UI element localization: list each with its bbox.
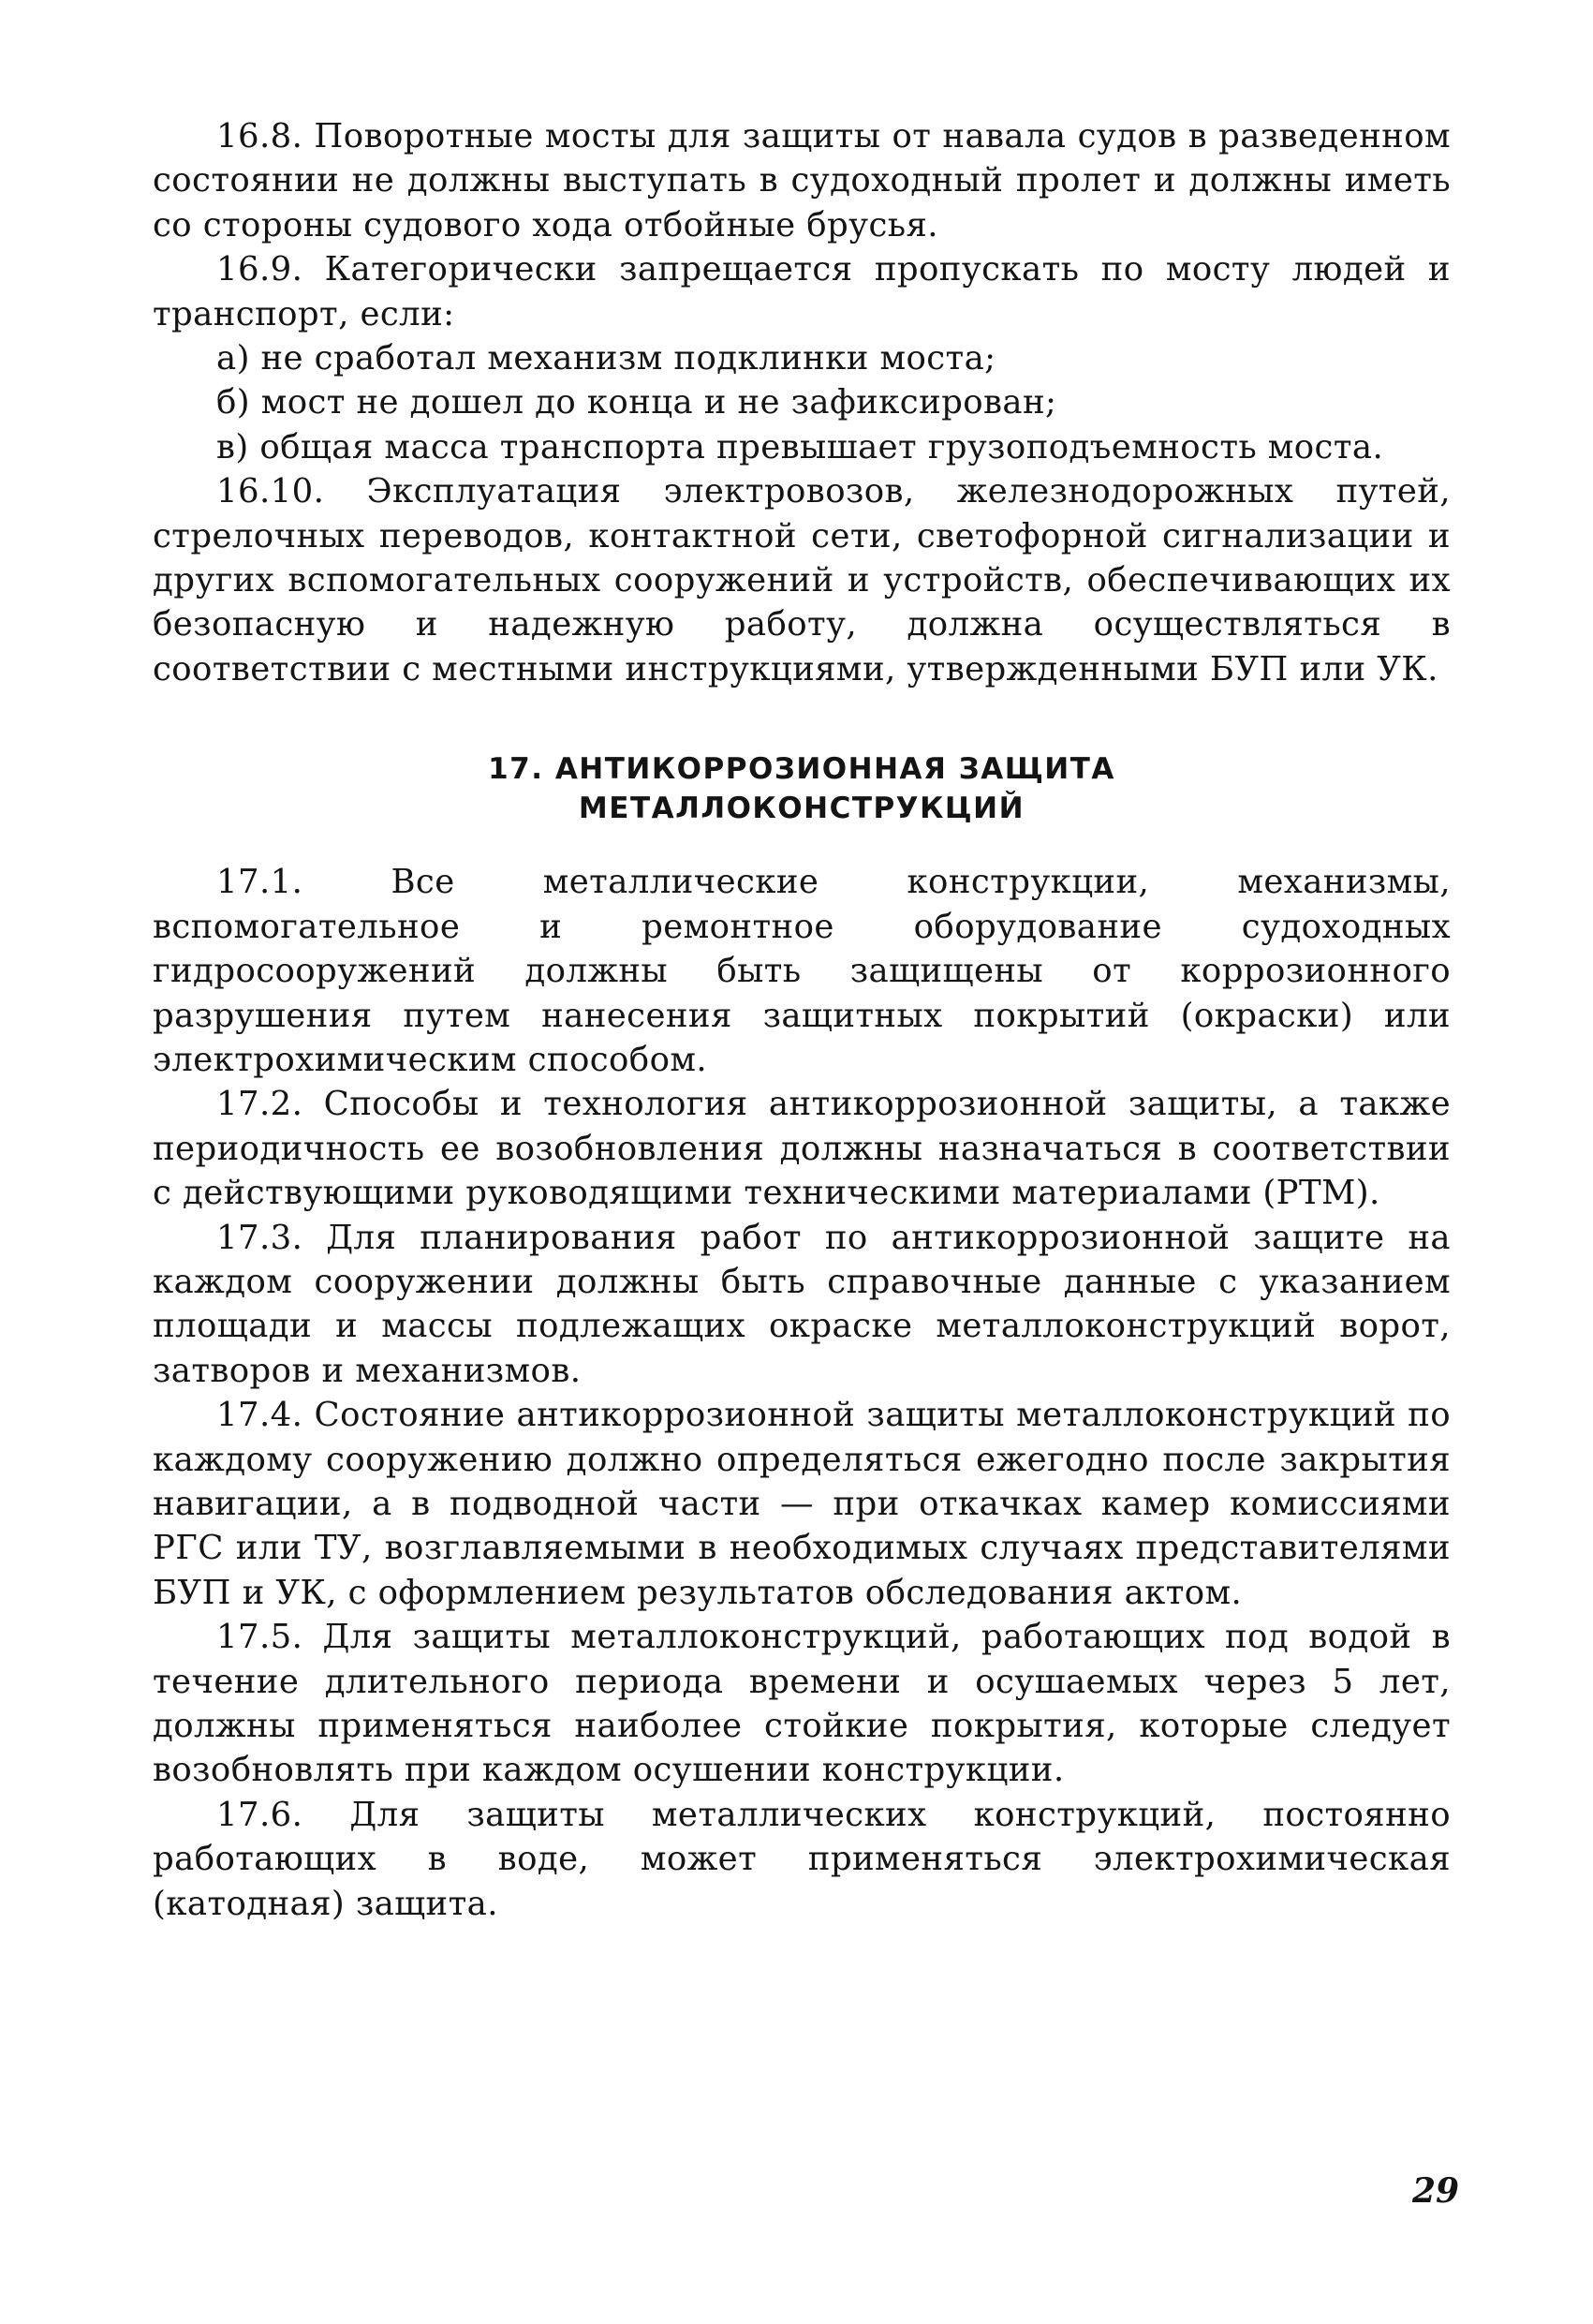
section-17-heading	[153, 749, 1451, 828]
paragraph-17-2: 17.2. Способы и технология антикоррозионной защиты, а также периодичность ее возобновления должны назначаться в соответствии с действующими руководящими техническими материалами (РТМ).	[153, 1085, 1451, 1213]
paragraph-17-3: 17.3. Для планирования работ по антикоррозионной защите на каждом сооружении должны быть справочные данные с указанием площади и массы подлежащих окраске металлоконструкций ворот, затворов и механизмов.	[153, 1218, 1451, 1390]
paragraph-17-4: 17.4. Состояние антикоррозионной защиты металлоконструкций по каждому сооружению должно определяться ежегодно после закрытия навигации, а в подводной части — при откачках камер комиссиями РГС или ТУ, возглавляемыми в необходимых случаях представителями БУП и УК, с оформлением результатов обследования актом.	[153, 1396, 1451, 1612]
section-17-heading-line-2: МЕТАЛЛОКОНСТРУКЦИЙ	[578, 792, 1025, 826]
list-item-b: б) мост не дошел до конца и не зафиксирован;	[216, 383, 1057, 422]
section-17-heading-line-1: 17. АНТИКОРРОЗИОННАЯ ЗАЩИТА	[488, 752, 1115, 787]
list-item-c: в) общая масса транспорта превышает грузоподъемность моста.	[216, 427, 1384, 466]
paragraph-16-9: 16.9. Категорически запрещается пропускать по мосту людей и транспорт, если:	[153, 250, 1451, 333]
paragraph-17-6: 17.6. Для защиты металлических конструкций, постоянно работающих в воде, может применяться электрохимическая (катодная) защита.	[153, 1795, 1451, 1923]
paragraph-16-10: 16.10. Эксплуатация электровозов, железнодорожных путей, стрелочных переводов, контактной сети, светофорной сигнализации и других вспомогательных сооружений и устройств, обеспечивающих их безопасную и надежную работу, должна осуществляться в соответствии с местными инструкциями, утвержденными БУП или УК.	[153, 472, 1451, 688]
list-item-a: а) не сработал механизм подклинки моста;	[216, 339, 996, 378]
paragraph-17-1: 17.1. Все металлические конструкции, механизмы, вспомогательное и ремонтное оборудование судоходных гидросооружений должны быть защищены от коррозионного разрушения путем нанесения защитных покрытий (окраски) или электрохимическим способом.	[153, 863, 1451, 1079]
paragraph-16-8: 16.8. Поворотные мосты для защиты от навала судов в разведенном состоянии не должны выступать в судоходный пролет и должны иметь со стороны судового хода отбойные брусья.	[153, 117, 1451, 244]
paragraph-17-5: 17.5. Для защиты металлоконструкций, работающих под водой в течение длительного периода времени и осушаемых через 5 лет, должны применяться наиболее стойкие покрытия, которые следует возобновлять при каждом осушении конструкции.	[153, 1618, 1451, 1790]
document-page	[153, 114, 1451, 1926]
page-number: 29	[1412, 2171, 1460, 2211]
